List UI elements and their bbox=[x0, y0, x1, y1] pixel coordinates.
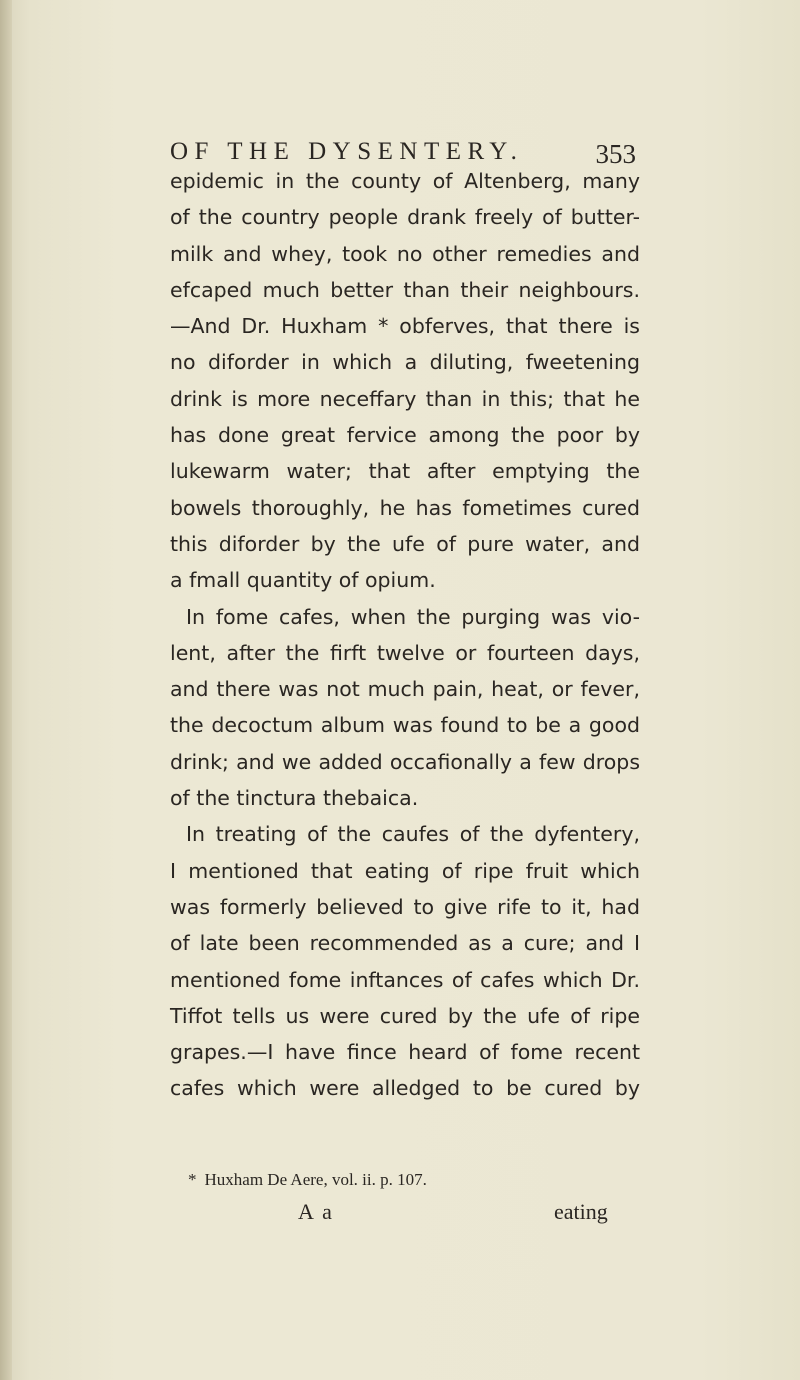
text-line: of the country people drank freely of butter- bbox=[170, 205, 640, 230]
text-line: drink; and we added occafionally a few drops bbox=[170, 749, 640, 774]
text-line: I mentioned that eating of ripe fruit which bbox=[170, 858, 640, 883]
text-line: the decoctum album was found to be a good bbox=[170, 713, 640, 738]
text-line: drink is more neceffary than in this; that he bbox=[170, 386, 640, 411]
text-line: mentioned fome inftances of cafes which Dr. bbox=[170, 967, 640, 992]
running-head: OF THE DYSENTERY. bbox=[170, 138, 524, 165]
text-line: In fome cafes, when the purging was vio- bbox=[186, 604, 640, 629]
page-number: 353 bbox=[595, 139, 636, 169]
text-line: Tiffot tells us were cured by the ufe of ripe bbox=[170, 1003, 640, 1028]
text-line: no diforder in which a diluting, fweetening bbox=[170, 350, 640, 375]
catchword: eating bbox=[554, 1199, 608, 1224]
text-line: has done great fervice among the poor by bbox=[170, 423, 640, 448]
text-line: and there was not much pain, heat, or fever, bbox=[170, 677, 640, 702]
text-line: lukewarm water; that after emptying the bbox=[170, 459, 640, 484]
text-line: bowels thoroughly, he has fometimes cured bbox=[170, 495, 640, 520]
text-line: cafes which were alledged to be cured by bbox=[170, 1076, 640, 1101]
signature-mark: A a bbox=[298, 1199, 334, 1224]
text-line: grapes.—I have fince heard of fome recent bbox=[170, 1040, 640, 1065]
text-line: milk and whey, took no other remedies and bbox=[170, 241, 640, 266]
footnote-mark: * bbox=[188, 1170, 197, 1189]
text-line: a fmall quantity of opium. bbox=[170, 568, 436, 593]
text-line: this diforder by the ufe of pure water, and bbox=[170, 531, 640, 556]
page-gutter-shadow bbox=[0, 0, 12, 1380]
text-line: epidemic in the county of Altenberg, many bbox=[170, 169, 640, 193]
text-line: lent, after the firft twelve or fourteen days, bbox=[170, 640, 640, 665]
text-line: efcaped much better than their neighbours. bbox=[170, 277, 640, 302]
text-line: In treating of the caufes of the dyfentery, bbox=[186, 822, 640, 847]
footnote bbox=[188, 1168, 427, 1192]
text-line: of late been recommended as a cure; and I bbox=[170, 931, 640, 956]
footnote-text: Huxham De Aere, vol. ii. p. 107. bbox=[204, 1170, 427, 1189]
text-line: was formerly believed to give rife to it, had bbox=[170, 894, 640, 919]
text-line: —And Dr. Huxham * obferves, that there is bbox=[170, 314, 640, 339]
text-line: of the tinctura thebaica. bbox=[170, 786, 419, 811]
body-text bbox=[170, 163, 640, 1107]
